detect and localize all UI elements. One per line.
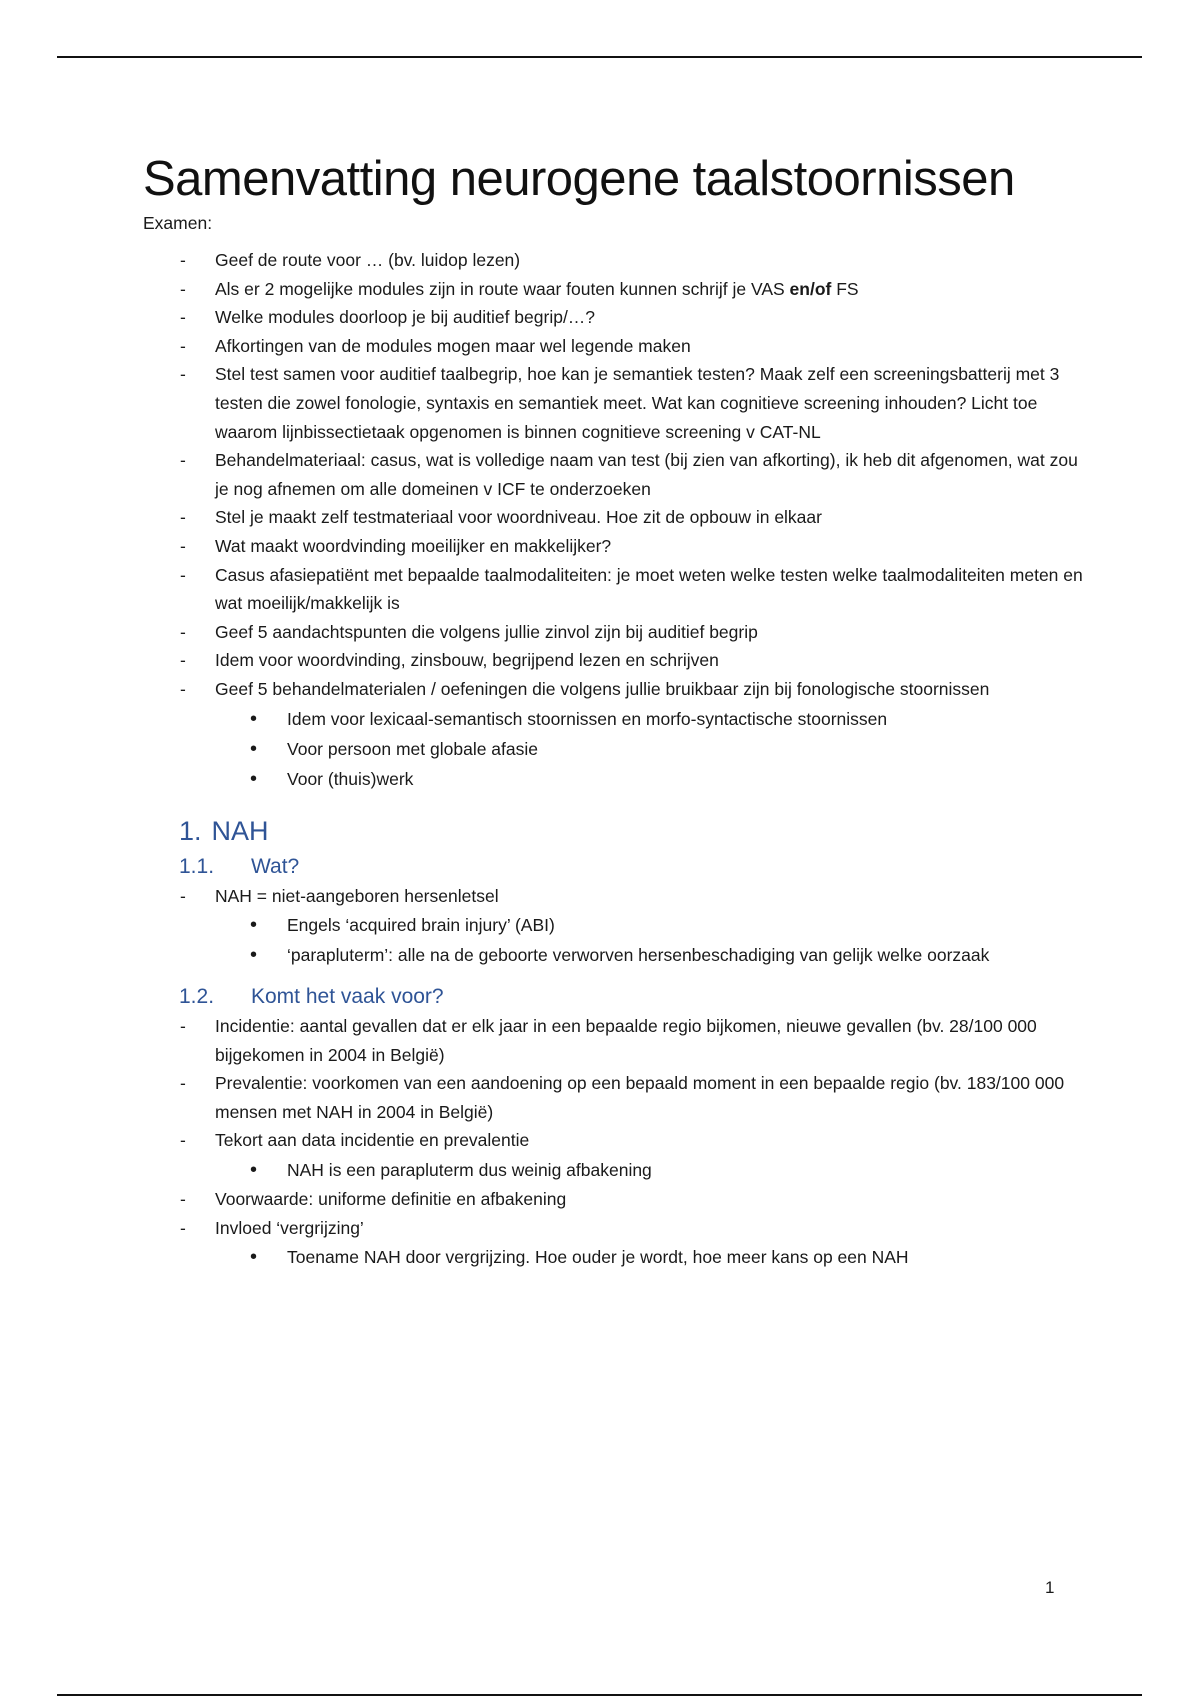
list-item: - Stel test samen voor auditief taalbegrip, hoe kan je semantiek testen? Maak zelf een screeningsbatterij met 3 testen die zowel fonologie, syntaxis en semantiek meet. Wat kan cognitieve screening inhouden? Licht toe waarom lijnbissectietaak opgenomen is binnen cognitieve screening v CAT-NL bbox=[143, 360, 1083, 446]
subsection-heading-frequency bbox=[143, 982, 1083, 1012]
exam-list bbox=[143, 246, 1083, 704]
bottom-border-rule bbox=[57, 1694, 1142, 1696]
subsection-number: 1.1. bbox=[179, 854, 215, 878]
frequency-sublist-b bbox=[143, 1242, 1083, 1272]
exam-sublist bbox=[143, 704, 1083, 794]
list-item: - Casus afasiepatiënt met bepaalde taalmodaliteiten: je moet weten welke testen welke taalmodaliteiten meten en wat moeilijk/makkelijk is bbox=[143, 561, 1083, 618]
list-item: - Stel je maakt zelf testmateriaal voor woordniveau. Hoe zit de opbouw in elkaar bbox=[143, 503, 1083, 532]
list-item: - Idem voor woordvinding, zinsbouw, begrijpend lezen en schrijven bbox=[143, 646, 1083, 675]
list-item-text: FS bbox=[831, 278, 859, 299]
list-item: - Wat maakt woordvinding moeilijker en makkelijker? bbox=[143, 532, 1083, 561]
list-item: - Geef 5 behandelmaterialen / oefeningen die volgens jullie bruikbaar zijn bij fonologische stoornissen bbox=[143, 675, 1083, 704]
list-item-text: Als er 2 mogelijke modules zijn in route waar fouten kunnen schrijf je VAS bbox=[215, 278, 790, 299]
bold-text: en/of bbox=[789, 278, 832, 299]
section-number: 1. bbox=[179, 815, 202, 846]
wat-list bbox=[143, 882, 1083, 911]
bullet-item: • Voor (thuis)werk bbox=[143, 764, 1083, 794]
bullet-item: • NAH is een parapluterm dus weinig afbakening bbox=[143, 1155, 1083, 1185]
bullet-item: • Voor persoon met globale afasie bbox=[143, 734, 1083, 764]
subsection-number: 1.2. bbox=[179, 985, 215, 1009]
exam-label: Examen: bbox=[143, 213, 213, 233]
list-item: - Incidentie: aantal gevallen dat er elk jaar in een bepaalde regio bijkomen, nieuwe gevallen (bv. 28/100 000 bijgekomen in 2004 in België) bbox=[143, 1012, 1083, 1069]
list-item: - Voorwaarde: uniforme definitie en afbakening bbox=[143, 1185, 1083, 1214]
list-item: - Welke modules doorloop je bij auditief begrip/…? bbox=[143, 303, 1083, 332]
bullet-item: • Toename NAH door vergrijzing. Hoe ouder je wordt, hoe meer kans op een NAH bbox=[143, 1242, 1083, 1272]
document-title: Samenvatting neurogene taalstoornissen bbox=[143, 152, 1015, 206]
list-item bbox=[143, 275, 1083, 304]
top-border-rule bbox=[57, 56, 1142, 58]
list-item: - Geef de route voor … (bv. luidop lezen) bbox=[143, 246, 1083, 275]
frequency-list bbox=[143, 1012, 1083, 1155]
list-item: - Invloed ‘vergrijzing’ bbox=[143, 1214, 1083, 1243]
list-item: - Tekort aan data incidentie en prevalentie bbox=[143, 1126, 1083, 1155]
wat-sublist bbox=[143, 910, 1083, 970]
bullet-item: • Engels ‘acquired brain injury’ (ABI) bbox=[143, 910, 1083, 940]
list-item: - Prevalentie: voorkomen van een aandoening op een bepaald moment in een bepaalde regio (bv. 183/100 000 mensen met NAH in 2004 in België) bbox=[143, 1069, 1083, 1126]
page-number: 1 bbox=[1045, 1578, 1055, 1597]
bullet-item: • ‘parapluterm’: alle na de geboorte verworven hersenbeschadiging van gelijk welke oorzaak bbox=[143, 940, 1083, 970]
list-item: - Geef 5 aandachtspunten die volgens jullie zinvol zijn bij auditief begrip bbox=[143, 618, 1083, 647]
list-item: - Behandelmateriaal: casus, wat is volledige naam van test (bij zien van afkorting), ik heb dit afgenomen, wat zou je nog afnemen om alle domeinen v ICF te onderzoeken bbox=[143, 446, 1083, 503]
section-title: NAH bbox=[211, 815, 269, 846]
subsection-heading-wat bbox=[143, 852, 1083, 882]
list-item: - NAH = niet-aangeboren hersenletsel bbox=[143, 882, 1083, 911]
list-item: - Afkortingen van de modules mogen maar wel legende maken bbox=[143, 332, 1083, 361]
frequency-list-b bbox=[143, 1185, 1083, 1242]
subsection-title: Wat? bbox=[251, 854, 300, 878]
bullet-item: • Idem voor lexicaal-semantisch stoornissen en morfo-syntactische stoornissen bbox=[143, 704, 1083, 734]
section-heading-nah bbox=[143, 814, 1083, 848]
frequency-sublist-a bbox=[143, 1155, 1083, 1185]
subsection-title: Komt het vaak voor? bbox=[251, 985, 444, 1009]
document-body bbox=[143, 150, 1083, 1272]
